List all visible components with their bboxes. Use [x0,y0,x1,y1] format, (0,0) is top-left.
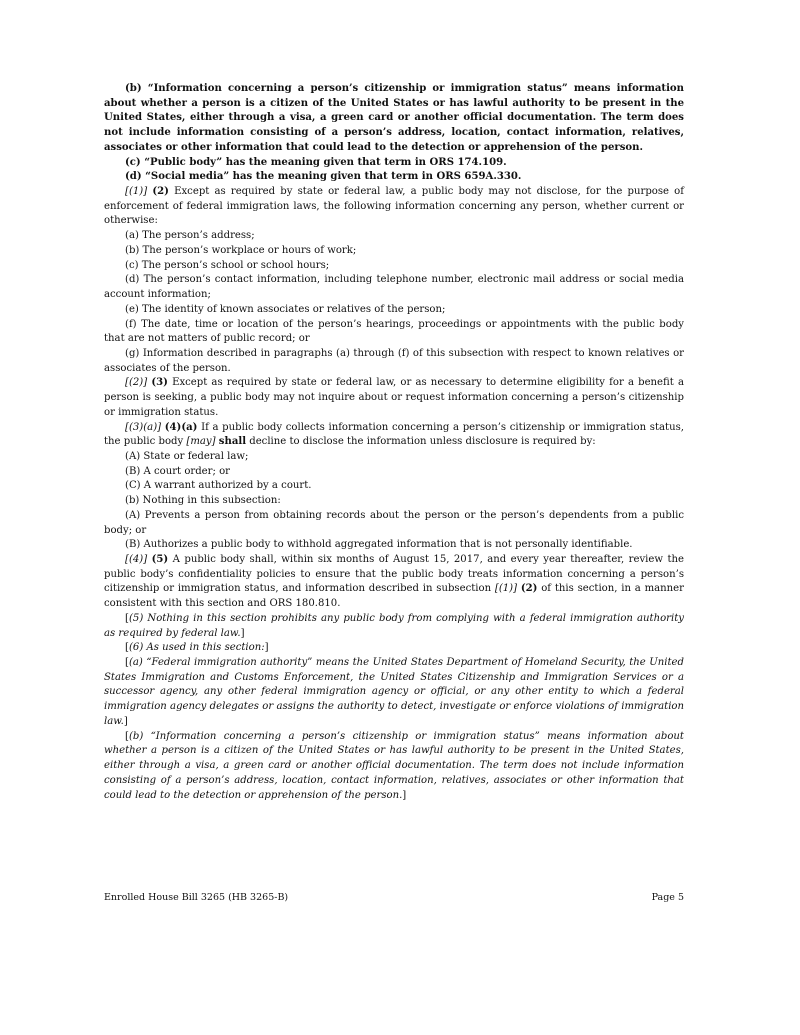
deleted-subsection-6: [(6) As used in this section:] [125,642,269,654]
subsection-4b: (b) Nothing in this subsection: [125,495,281,507]
paragraph-b-definition: (b) “Information concerning a person’s citizenship or immigration status” means information about whether a person is a citizen of the United States or has lawful authority to be present in the United States, either through a visa, a green card or another official documentation. The term does not include information consisting of a person’s address, location, contact information, relatives, associates or other information that could lead to the detection or apprehension of the person. [104,83,684,153]
item-b-workplace: (b) The person’s workplace or hours of work; [125,244,357,256]
subsection-2: [(1)] (2) Except as required by state or federal law, a public body may not disclose, for the purpose of enforcement of federal immigration laws, the following information concerning any person, whether current or otherwise: [104,186,684,227]
subsection-3: [(2)] (3) Except as required by state or federal law, or as necessary to determine eligibility for a benefit a person is seeking, a public body may not inquire about or request information concerning a person’s citizenship or immigration status. [104,377,684,418]
item-d-contact: (d) The person’s contact information, including telephone number, electronic mail address or social media account information; [104,274,684,301]
bill-identifier: Enrolled House Bill 3265 (HB 3265-B) [104,892,289,903]
item-A-law: (A) State or federal law; [125,450,249,462]
item-e-associates: (e) The identity of known associates or relatives of the person; [125,303,446,315]
item-B-court-order: (B) A court order; or [125,465,230,477]
page-number: Page 5 [651,892,684,903]
paragraph-c-public-body: (c) “Public body” has the meaning given that term in ORS 174.109. [125,156,507,168]
item-B-authorizes: (B) Authorizes a public body to withhold aggregated information that is not personally identifiable. [125,539,633,551]
paragraph-d-social-media: (d) “Social media” has the meaning given that term in ORS 659A.330. [125,171,522,183]
subsection-5: [(4)] (5) A public body shall, within six months of August 15, 2017, and every year thereafter, review the public body’s confidentiality policies to ensure that the public body treats information concerning a person’s citizenship or immigration status, and information described in subsection [(1)] (2) of this section, in a manner consistent with this section and ORS 180.810. [104,554,684,610]
document-body [104,82,684,803]
item-a-address: (a) The person’s address; [125,230,255,242]
item-g-relatives: (g) Information described in paragraphs (a) through (f) of this subsection with respect to known relatives or associates of the person. [104,347,684,374]
item-A-prevents: (A) Prevents a person from obtaining records about the person or the person’s dependents from a public body; or [104,509,684,536]
item-f-hearings: (f) The date, time or location of the person’s hearings, proceedings or appointments with the public body that are not matters of public record; or [104,318,684,345]
item-C-warrant: (C) A warrant authorized by a court. [125,480,312,492]
deleted-item-a: [(a) “Federal immigration authority” means the United States Department of Homeland Security, the United States Immigration and Customs Enforcement, the United States Citizenship and Immigration Services or a successor agency, any other federal immigration agency or official, or any other entity to which a federal immigration agency delegates or assigns the authority to detect, investigate or enforce violations of immigration law.] [104,657,684,727]
item-c-school: (c) The person’s school or school hours; [125,259,330,271]
subsection-4a: [(3)(a)] (4)(a) If a public body collects information concerning a person’s citizenship or immigration status, the public body [may] shall decline to disclose the information unless disclosure is required by: [104,421,684,448]
deleted-subsection-5: [(5) Nothing in this section prohibits any public body from complying with a federal immigration authority as required by federal law.] [104,612,684,639]
deleted-item-b: [(b) “Information concerning a person’s citizenship or immigration status” means information about whether a person is a citizen of the United States or has lawful authority to be present in the United States, either through a visa, a green card or another official documentation. The term does not include information consisting of a person’s address, location, contact information, relatives, associates or other information that could lead to the detection or apprehension of the person.] [104,730,684,801]
